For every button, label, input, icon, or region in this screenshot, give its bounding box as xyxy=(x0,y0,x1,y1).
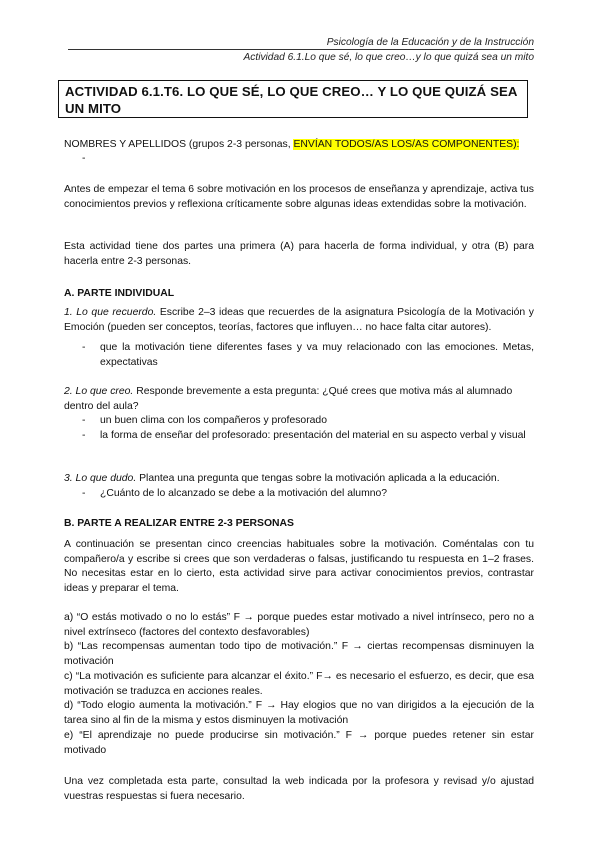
answer-bullet: - xyxy=(82,415,86,426)
names-label: NOMBRES Y APELLIDOS (grupos 2-3 personas, xyxy=(64,139,294,150)
question-2-lead: 2. Lo que creo. xyxy=(64,386,134,397)
answer-1-1: que la motivación tiene diferentes fases y va muy relacionado con las emociones. Metas, expectativas xyxy=(100,342,534,368)
question-3 xyxy=(64,472,534,487)
question-1 xyxy=(64,306,534,335)
belief-c: c) “La motivación es suficiente para alcanzar el éxito.” F→ es necesario el esfuerzo, es decir, que esa motivación se traduzca en acciones reales. xyxy=(64,671,534,697)
answer-bullet: - xyxy=(82,488,86,499)
closing-paragraph: Una vez completada esta parte, consultad la web indicada por la profesora y revisad y/o ajustad vuestras respuestas si fuera necesario. xyxy=(64,776,534,802)
question-1-lead: 1. Lo que recuerdo. xyxy=(64,307,157,318)
answer-3-1: ¿Cuánto de lo alcanzado se debe a la motivación del alumno? xyxy=(100,488,388,499)
belief-b: b) “Las recompensas aumentan todo tipo de motivación.” F → ciertas recompensas disminuyen la motivación xyxy=(64,641,534,667)
header-activity: Actividad 6.1.Lo que sé, lo que creo…y lo que quizá sea un mito xyxy=(243,52,534,63)
question-3-lead: 3. Lo que dudo. xyxy=(64,473,137,484)
part-b-intro: A continuación se presentan cinco creencias habituales sobre la motivación. Coméntalas con tu compañero/a y escribe si crees que son verdaderas o falsas, justificando tu respuesta en 1–2 frases. No necesitas estar en lo cierto, esta actividad sirve para activar conocimientos previos, contrastar ideas y preparar el tema. xyxy=(64,539,534,594)
question-1-text: Escribe 2–3 ideas que recuerdes de la asignatura Psicología de la Motivación y Emoción (pueden ser conceptos, teorías, factores que influyen… no hace falta citar autores). xyxy=(64,307,534,333)
question-2 xyxy=(64,385,534,414)
names-highlight: ENVÍAN TODOS/AS LOS/AS COMPONENTES): xyxy=(293,139,520,150)
belief-a: a) “O estás motivado o no lo estás” F → porque puedes estar motivado a nivel intrínseco, pero no a nivel extrínseco (factores del contexto desfavorables) xyxy=(64,612,534,638)
header-subject: Psicología de la Educación y de la Instrucción xyxy=(326,37,534,48)
answer-2-2: la forma de enseñar del profesorado: presentación del material en su aspecto verbal y visual xyxy=(100,430,526,441)
answer-bullet: - xyxy=(82,430,86,441)
names-bullet: - xyxy=(82,153,86,164)
part-a-heading: A. PARTE INDIVIDUAL xyxy=(64,288,175,299)
header-divider xyxy=(68,49,534,50)
page-title: ACTIVIDAD 6.1.T6. LO QUE SÉ, LO QUE CREO… Y LO QUE QUIZÁ SEA UN MITO xyxy=(65,84,517,116)
title-box xyxy=(58,80,528,118)
question-2-text: Responde brevemente a esta pregunta: ¿Qué crees que motiva más al alumnado dentro del aula? xyxy=(64,386,513,412)
intro-paragraph: Antes de empezar el tema 6 sobre motivación en los procesos de enseñanza y aprendizaje, activa tus conocimientos previos y reflexiona críticamente sobre algunas ideas extendidas sobre la motivación. xyxy=(64,184,534,210)
question-3-text: Plantea una pregunta que tengas sobre la motivación aplicada a la educación. xyxy=(136,473,500,484)
part-b-heading: B. PARTE A REALIZAR ENTRE 2-3 PERSONAS xyxy=(64,518,294,529)
intro-parts-paragraph: Esta actividad tiene dos partes una primera (A) para hacerla de forma individual, y otra (B) para hacerla entre 2-3 personas. xyxy=(64,241,534,267)
answer-bullet: - xyxy=(82,342,86,353)
belief-d: d) “Todo elogio aumenta la motivación.” F → Hay elogios que no van dirigidos a la ejecución de la tarea sino al fin de la misma y estos disminuyen la motivación xyxy=(64,700,534,726)
answer-2-1: un buen clima con los compañeros y profesorado xyxy=(100,415,327,426)
names-line xyxy=(64,138,534,153)
belief-e: e) “El aprendizaje no puede producirse sin motivación.” F → porque puedes retener sin estar motivado xyxy=(64,730,534,756)
